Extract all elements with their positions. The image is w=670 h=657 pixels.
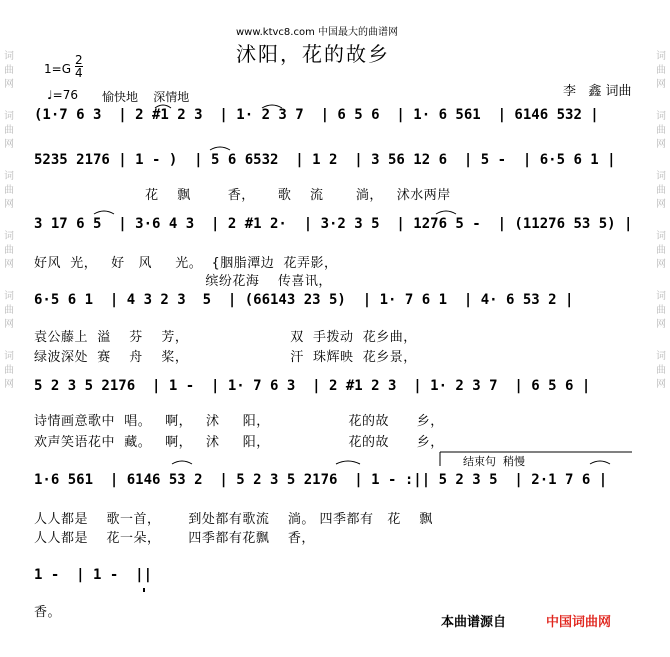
tie xyxy=(590,461,610,464)
time-top: 2 xyxy=(75,53,83,67)
tie xyxy=(262,105,282,108)
tie xyxy=(94,211,114,214)
notes: (1·7 6 3 | 2 #1 2 3 | 1· 2 3 7 | 6 5 6 | 1· 6 561 | 6146 532 | xyxy=(34,107,599,123)
notes: 6·5 6 1 | 4 3 2 3 5 | (66143 23 5) | 1· 7 6 1 | 4· 6 53 2 | xyxy=(34,292,574,308)
watermark-char: 词 xyxy=(656,171,666,182)
watermark-char: 词 xyxy=(4,291,14,302)
source-brand[interactable]: 中国词曲网 xyxy=(546,615,612,630)
lyric-line: 人人都是 歌一首， 到处都有歌流 淌。 四季都有 花 飘 xyxy=(34,512,433,527)
watermark-char: 曲 xyxy=(4,245,14,256)
watermark-char: 曲 xyxy=(4,305,14,316)
watermark-char: 网 xyxy=(656,319,666,330)
watermark-char: 词 xyxy=(4,51,14,62)
notes: 3 17 6 5 | 3·6 4 3 | 2 #1 2· | 3·2 3 5 | 1276 5 - | (11276 53 5) | xyxy=(34,216,633,232)
lyric-line: 绿波深处 赛 舟 桨， 汗 珠辉映 花乡景， xyxy=(34,350,417,365)
tempo-mark: ♩=76 xyxy=(47,88,78,102)
notes: 5235 2176 | 1 - ) | 5 6 6532 | 1 2 | 3 56 12 6 | 5 - | 6·5 6 1 | xyxy=(34,152,616,168)
watermark-char: 词 xyxy=(656,111,666,122)
notes: 1 - | 1 - || xyxy=(34,567,153,583)
tie xyxy=(210,147,230,150)
lyric-line: 袁公藤上 溢 芬 芳， 双 手拨动 花乡曲， xyxy=(34,330,417,345)
watermark-char: 曲 xyxy=(4,365,14,376)
watermark-char: 网 xyxy=(656,259,666,270)
watermark-char: 词 xyxy=(656,351,666,362)
watermark-char: 曲 xyxy=(4,65,14,76)
tie xyxy=(155,105,171,108)
watermark-char: 网 xyxy=(4,139,14,150)
lyric-line: 缤纷花海 传喜讯， xyxy=(34,274,332,289)
lyric-line: 好风 光， 好 风 光。 {胭脂潭边 花弄影， xyxy=(34,256,338,271)
watermark-char: 曲 xyxy=(656,65,666,76)
song-title: 沭阳，花的故乡 xyxy=(236,42,390,66)
tie xyxy=(436,211,456,214)
lyric-line: 人人都是 花一朵， 四季都有花飘 香， xyxy=(34,531,315,546)
watermark-char: 网 xyxy=(656,139,666,150)
lyric-line: 欢声笑语花中 藏。 啊， 沭 阳， 花的故 乡， xyxy=(34,435,444,450)
site-line: www.ktvc8.com 中国最大的曲谱网 xyxy=(236,27,399,38)
watermark-char: 曲 xyxy=(656,125,666,136)
watermark-char: 词 xyxy=(656,51,666,62)
watermark-char: 网 xyxy=(4,319,14,330)
source-label: 本曲谱源自 xyxy=(441,615,507,630)
watermark-char: 词 xyxy=(4,351,14,362)
watermark-char: 网 xyxy=(4,79,14,90)
key-signature: 1=G xyxy=(44,62,71,76)
tie xyxy=(172,461,192,464)
watermark-char: 曲 xyxy=(656,245,666,256)
watermark-char: 网 xyxy=(656,199,666,210)
watermark-char: 词 xyxy=(4,231,14,242)
watermark-char: 词 xyxy=(656,291,666,302)
watermark-char: 词 xyxy=(656,231,666,242)
watermark-char: 词 xyxy=(4,111,14,122)
expression-mark: 愉快地 深情地 xyxy=(102,90,190,104)
watermark-char: 曲 xyxy=(656,365,666,376)
watermark-char: 网 xyxy=(4,379,14,390)
watermark-char: 曲 xyxy=(4,185,14,196)
lyric-line: 香。 xyxy=(34,605,62,620)
watermark-char: 曲 xyxy=(4,125,14,136)
watermark-char: 词 xyxy=(4,171,14,182)
lyric-line: 诗情画意歌中 唱。 啊， 沭 阳， 花的故 乡， xyxy=(34,414,444,429)
composer-credit: 李 鑫 词曲 xyxy=(563,84,632,99)
watermark-char: 网 xyxy=(656,79,666,90)
watermark-char: 网 xyxy=(4,199,14,210)
time-bottom: 4 xyxy=(75,66,83,80)
tie xyxy=(336,461,360,464)
watermark-char: 曲 xyxy=(656,185,666,196)
notes: 1·6 561 | 6146 53 2 | 5 2 3 5 2176 | 1 - :|| 5 2 3 5 | 2·1 7 6 | xyxy=(34,472,608,488)
watermark-char: 曲 xyxy=(656,305,666,316)
notes: 5 2 3 5 2176 | 1 - | 1· 7 6 3 | 2 #1 2 3 | 1· 2 3 7 | 6 5 6 | xyxy=(34,378,591,394)
watermark-char: 网 xyxy=(4,259,14,270)
lyric-line: 花 飘 香， 歌 流 淌， 沭水两岸 xyxy=(34,188,451,203)
watermark-char: 网 xyxy=(656,379,666,390)
ending-label: 结束句 稍慢 xyxy=(463,455,525,468)
